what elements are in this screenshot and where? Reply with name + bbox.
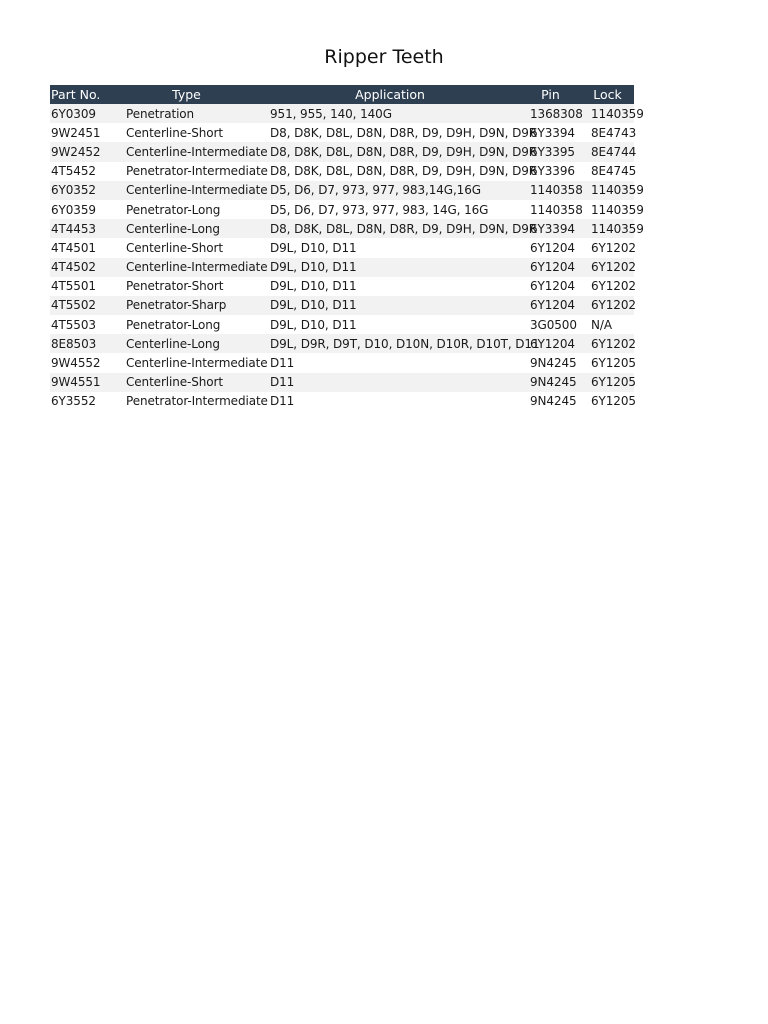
pin-cell: 6Y1204 — [530, 279, 575, 294]
header-row — [50, 85, 634, 104]
lock-cell: 8E4745 — [591, 164, 637, 179]
column-header-type: Type — [172, 87, 201, 102]
lock-cell: 6Y1205 — [591, 356, 636, 371]
part-no-cell: 9W4552 — [51, 356, 101, 371]
pin-cell: 6Y1204 — [530, 336, 575, 351]
table-row — [50, 104, 634, 123]
column-header-lock: Lock — [593, 87, 622, 102]
part-no-cell: 9W2451 — [51, 125, 101, 140]
lock-cell: 1140359 — [591, 202, 644, 217]
application-cell: D9L, D10, D11 — [270, 279, 357, 294]
application-cell: D9L, D10, D11 — [270, 240, 357, 255]
application-cell: D9L, D9R, D9T, D10, D10N, D10R, D10T, D11 — [270, 336, 540, 351]
pin-cell: 6Y3396 — [530, 164, 575, 179]
application-cell: D11 — [270, 356, 295, 371]
lock-cell: 6Y1202 — [591, 298, 636, 313]
page-title: Ripper Teeth — [324, 46, 444, 68]
column-header-application: Application — [355, 87, 425, 102]
lock-cell: 6Y1205 — [591, 375, 636, 390]
table-row — [50, 181, 634, 200]
application-cell: D11 — [270, 394, 295, 409]
type-cell: Penetrator-Intermediate — [126, 164, 268, 179]
part-no-cell: 4T4453 — [51, 221, 96, 236]
lock-cell: 8E4744 — [591, 144, 637, 159]
type-cell: Penetrator-Long — [126, 202, 221, 217]
application-cell: 951, 955, 140, 140G — [270, 106, 392, 121]
table-row — [50, 123, 634, 142]
part-no-cell: 4T4502 — [51, 260, 96, 275]
part-no-cell: 6Y0309 — [51, 106, 96, 121]
table-header — [50, 85, 634, 104]
lock-cell: 6Y1202 — [591, 336, 636, 351]
pin-cell: 9N4245 — [530, 375, 577, 390]
type-cell: Penetrator-Short — [126, 279, 224, 294]
pin-cell: 6Y1204 — [530, 260, 575, 275]
application-cell: D8, D8K, D8L, D8N, D8R, D9, D9H, D9N, D9R — [270, 125, 538, 140]
type-cell: Penetrator-Intermediate — [126, 394, 268, 409]
part-no-cell: 4T5501 — [51, 279, 96, 294]
pin-cell: 1140358 — [530, 183, 583, 198]
lock-cell: 1140359 — [591, 183, 644, 198]
part-no-cell: 8E8503 — [51, 336, 97, 351]
table-row — [50, 200, 634, 219]
type-cell: Centerline-Short — [126, 125, 223, 140]
pin-cell: 9N4245 — [530, 394, 577, 409]
lock-cell: 8E4743 — [591, 125, 637, 140]
application-cell: D11 — [270, 375, 295, 390]
application-cell: D5, D6, D7, 973, 977, 983, 14G, 16G — [270, 202, 489, 217]
part-no-cell: 4T4501 — [51, 240, 96, 255]
table-row — [50, 373, 634, 392]
type-cell: Penetrator-Sharp — [126, 298, 227, 313]
part-no-cell: 6Y3552 — [51, 394, 96, 409]
lock-cell: N/A — [591, 317, 612, 332]
table-row — [50, 277, 634, 296]
table-row — [50, 238, 634, 257]
table-row — [50, 258, 634, 277]
lock-cell: 6Y1205 — [591, 394, 636, 409]
type-cell: Penetrator-Long — [126, 317, 221, 332]
pin-cell: 6Y1204 — [530, 240, 575, 255]
lock-cell: 6Y1202 — [591, 260, 636, 275]
part-no-cell: 6Y0359 — [51, 202, 96, 217]
table-row — [50, 334, 634, 353]
pin-cell: 3G0500 — [530, 317, 577, 332]
application-cell: D9L, D10, D11 — [270, 298, 357, 313]
application-cell: D5, D6, D7, 973, 977, 983,14G,16G — [270, 183, 481, 198]
pin-cell: 1140358 — [530, 202, 583, 217]
part-no-cell: 9W2452 — [51, 144, 101, 159]
part-no-cell: 4T5502 — [51, 298, 96, 313]
lock-cell: 1140359 — [591, 221, 644, 236]
table-body — [50, 104, 644, 411]
table-row — [50, 219, 634, 238]
type-cell: Centerline-Intermediate — [126, 144, 268, 159]
ripper-teeth-table — [50, 85, 644, 411]
column-header-part-no: Part No. — [51, 87, 101, 102]
part-no-cell: 9W4551 — [51, 375, 101, 390]
application-cell: D9L, D10, D11 — [270, 260, 357, 275]
lock-cell: 6Y1202 — [591, 240, 636, 255]
type-cell: Centerline-Intermediate — [126, 183, 268, 198]
application-cell: D9L, D10, D11 — [270, 317, 357, 332]
table-row — [50, 162, 634, 181]
column-header-pin: Pin — [541, 87, 560, 102]
type-cell: Centerline-Long — [126, 221, 220, 236]
lock-cell: 1140359 — [591, 106, 644, 121]
table-row — [50, 392, 634, 411]
type-cell: Centerline-Long — [126, 336, 220, 351]
part-no-cell: 4T5503 — [51, 317, 96, 332]
pin-cell: 6Y3395 — [530, 144, 575, 159]
pin-cell: 6Y3394 — [530, 221, 575, 236]
part-no-cell: 6Y0352 — [51, 183, 96, 198]
application-cell: D8, D8K, D8L, D8N, D8R, D9, D9H, D9N, D9R — [270, 221, 538, 236]
table-row — [50, 353, 634, 372]
pin-cell: 6Y3394 — [530, 125, 575, 140]
pin-cell: 9N4245 — [530, 356, 577, 371]
application-cell: D8, D8K, D8L, D8N, D8R, D9, D9H, D9N, D9R — [270, 164, 538, 179]
table-row — [50, 315, 634, 334]
type-cell: Centerline-Intermediate — [126, 356, 268, 371]
lock-cell: 6Y1202 — [591, 279, 636, 294]
type-cell: Penetration — [126, 106, 195, 121]
type-cell: Centerline-Short — [126, 240, 223, 255]
pin-cell: 6Y1204 — [530, 298, 575, 313]
part-no-cell: 4T5452 — [51, 164, 96, 179]
table-row — [50, 142, 634, 161]
pin-cell: 1368308 — [530, 106, 583, 121]
application-cell: D8, D8K, D8L, D8N, D8R, D9, D9H, D9N, D9R — [270, 144, 538, 159]
type-cell: Centerline-Intermediate — [126, 260, 268, 275]
type-cell: Centerline-Short — [126, 375, 223, 390]
table-row — [50, 296, 634, 315]
